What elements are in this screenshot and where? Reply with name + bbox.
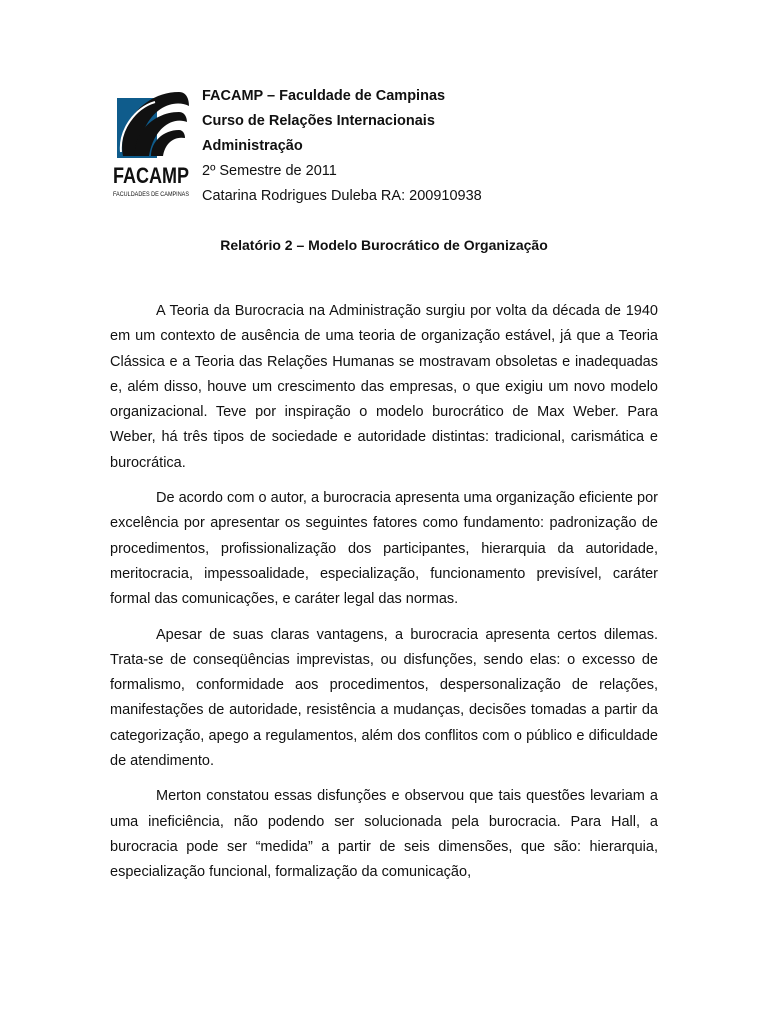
paragraph: A Teoria da Burocracia na Administração surgiu por volta da década de 1940 em um contexto de ausência de uma teoria de organização estável, já que a Teoria Clássica e a Teoria das Relações Humanas se mostravam obsoletas e inadequadas e, além disso, houve um crescimento das empresas, o que exigiu um novo modelo organizacional. Teve por inspiração o modelo burocrático de Max Weber. Para Weber, há três tipos de sociedade e autoridade distintas: tradicional, carismática e burocrática. (110, 303, 658, 471)
logo-wordmark: FACAMP (113, 163, 189, 188)
document-body (110, 299, 658, 896)
facamp-logo (113, 86, 189, 200)
facamp-logo-graphic (113, 86, 189, 200)
student-info: Catarina Rodrigues Duleba RA: 200910938 (202, 188, 482, 204)
document-header (202, 84, 482, 209)
logo-subtext: FACULDADES DE CAMPINAS (113, 191, 190, 198)
paragraph: De acordo com o autor, a burocracia apresenta uma organização eficiente por excelência por apresentar os seguintes fatores como fundamento: padronização de procedimentos, profissionalização dos participantes, hierarquia da autoridade, meritocracia, impessoalidade, especialização, funcionamento previsível, caráter formal das comunicações, e caráter legal das normas. (110, 490, 658, 608)
report-title: Relatório 2 – Modelo Burocrático de Organização (220, 237, 548, 253)
paragraph: Apesar de suas claras vantagens, a burocracia apresenta certos dilemas. Trata-se de conseqüências imprevistas, ou disfunções, sendo elas: o excesso de formalismo, conformidade aos procedimentos, despersonalização de relações, manifestações de autoridade, resistência a mudanças, decisões tomadas a partir da categorização, apego a regulamentos, além dos conflitos com o público e dificuldade de atendimento. (110, 626, 658, 770)
paragraph: Merton constatou essas disfunções e observou que tais questões levariam a uma ineficiência, não podendo ser solucionada pela burocracia. Para Hall, a burocracia pode ser “medida” a partir de seis dimensões, que são: hierarquia, especialização funcional, formalização da comunicação, (110, 788, 658, 881)
institution-name: FACAMP – Faculdade de Campinas (202, 88, 446, 104)
semester: 2º Semestre de 2011 (202, 163, 337, 179)
course-name: Curso de Relações Internacionais (202, 113, 435, 129)
subject-name: Administração (202, 138, 303, 154)
